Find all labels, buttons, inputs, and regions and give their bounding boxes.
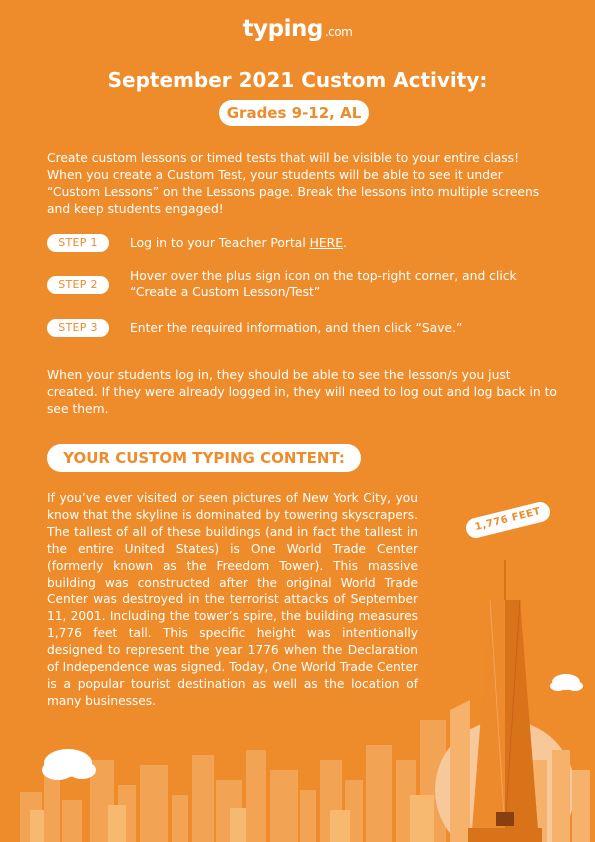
grade-badge: Grades 9-12, AL: [219, 100, 369, 126]
step-row-2: [47, 268, 557, 298]
step-1-text-tail: .: [343, 236, 347, 250]
section-heading: YOUR CUSTOM TYPING CONTENT:: [47, 444, 361, 472]
typing-passage: If you’ve ever visited or seen pictures of New York City, you know that the skyline is dominated by towering skyscrapers. The tallest of all of these buildings (and in fact the tallest in the entire United States) is One World Trade Center (formerly known as the Freedom Tower). This massive building was constructed after the original World Trade Center was destroyed in the terrorist attacks of September 11, 2001. Including the tower’s spire, the building measures 1,776 feet tall. This specific height was intentionally designed to represent the year 1776 when the Declaration of Independence was signed. Today, One World Trade Center is a popular tourist destination as well as the location of many businesses.: [47, 491, 418, 708]
step-3-text: Enter the required information, and then click “Save.”: [130, 321, 463, 335]
intro-paragraph: Create custom lessons or timed tests that will be visible to your entire class! When you create a Custom Test, your students will be able to see it under “Custom Lessons” on the Lessons page. Break the lessons into multiple screens and keep students engaged!: [47, 151, 540, 216]
brand-suffix: .com: [324, 25, 353, 39]
skyline-illustration: [0, 560, 595, 842]
login-note: When your students log in, they should be able to see the lesson/s you just created. If they were already logged in, they will need to log out and log back in to see them.: [47, 368, 557, 416]
step-3-badge: STEP 3: [47, 319, 109, 337]
step-1-text-lead: Log in to your Teacher Portal: [130, 236, 310, 250]
step-row-3: [47, 318, 557, 348]
step-2-badge: STEP 2: [47, 276, 109, 294]
step-2-text: Hover over the plus sign icon on the top-right corner, and click “Create a Custom Lesson/Test”: [130, 269, 517, 299]
one-world-trade-center: [468, 560, 542, 842]
teacher-portal-link[interactable]: HERE: [309, 236, 343, 250]
step-1-badge: STEP 1: [47, 234, 109, 252]
cloud-right-icon: [550, 674, 583, 691]
step-row-1: [47, 233, 557, 263]
step-1-text: [130, 235, 530, 251]
brand-logo: [0, 16, 595, 42]
height-tag: 1,776 FEET: [464, 500, 552, 540]
page-title: September 2021 Custom Activity:: [107, 68, 488, 92]
brand-name: typing: [242, 16, 323, 42]
cloud-left-icon: [42, 749, 96, 780]
